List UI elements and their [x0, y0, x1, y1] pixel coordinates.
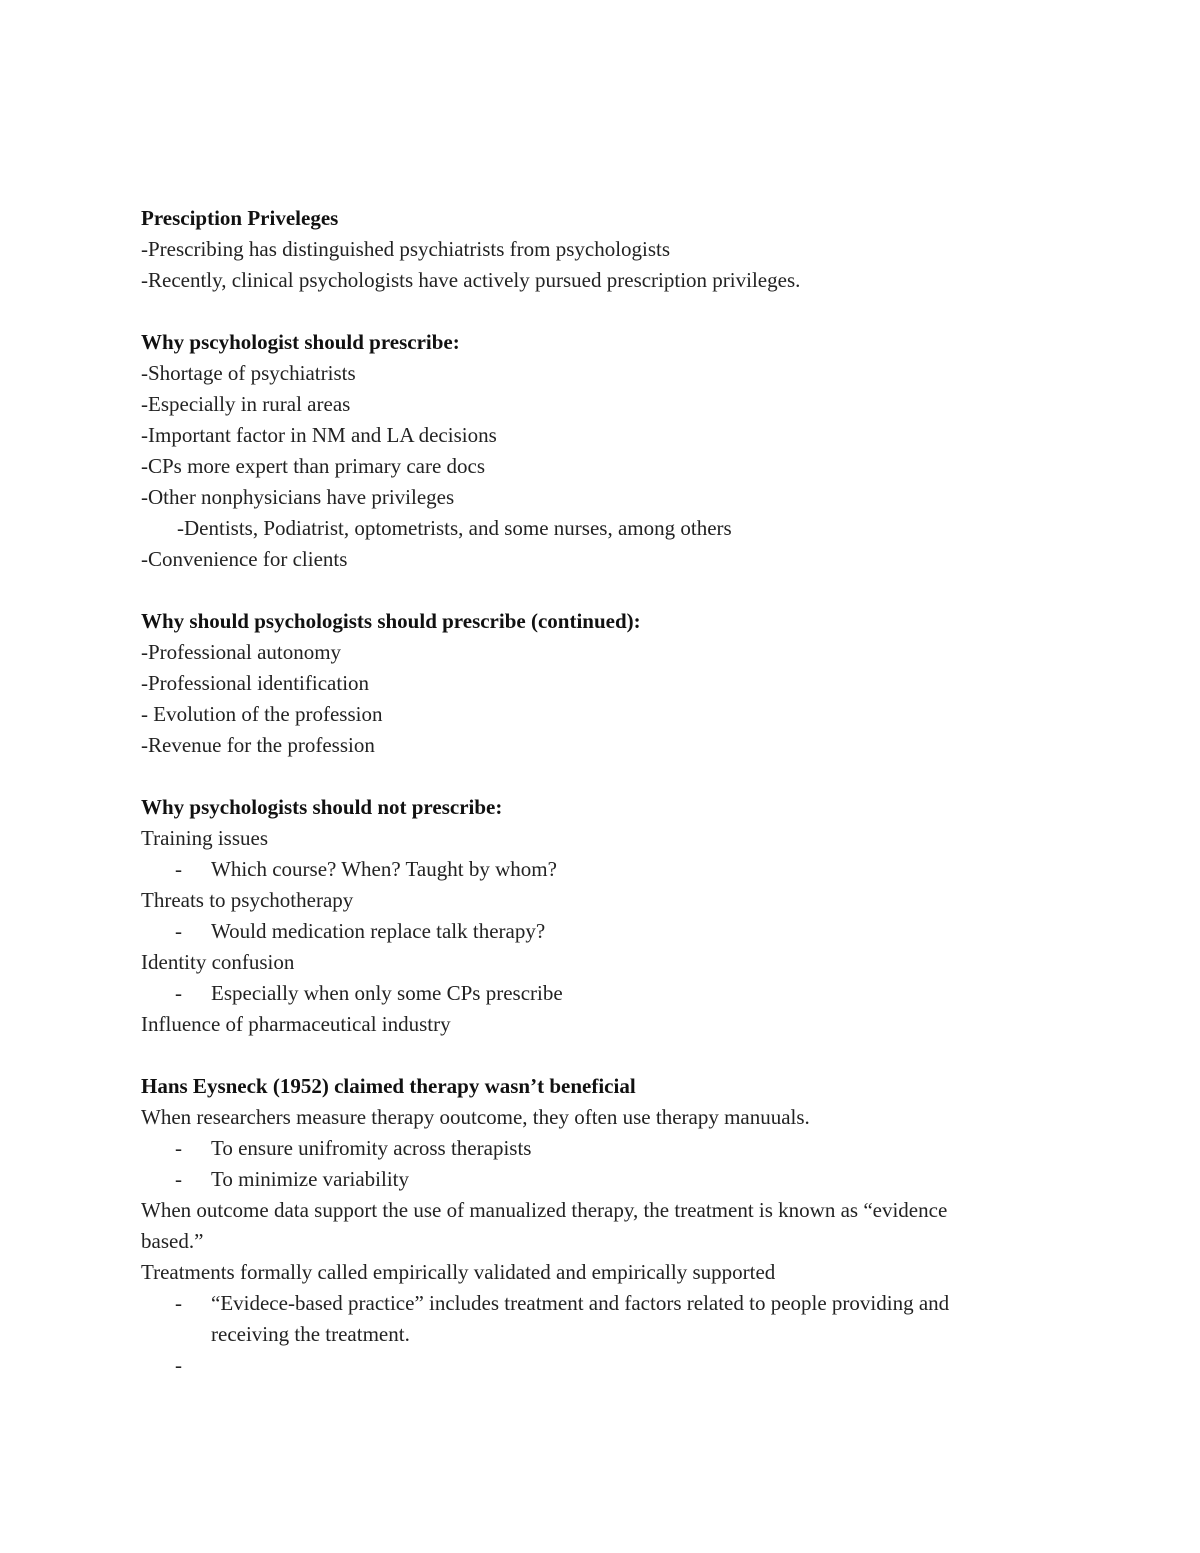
indented-text-line: -Dentists, Podiatrist, optometrists, and some nurses, among others: [177, 516, 732, 540]
text-line: Treatments formally called empirically validated and empirically supported: [141, 1260, 776, 1284]
text-line: -Important factor in NM and LA decisions: [141, 423, 497, 447]
list-label: Threats to psychotherapy: [141, 888, 354, 912]
section-heading-why-not-prescribe: Why psychologists should not prescribe:: [141, 795, 503, 819]
text-line: Influence of pharmaceutical industry: [141, 1012, 451, 1036]
bullet-dash: -: [175, 1167, 182, 1191]
text-line: -Convenience for clients: [141, 547, 348, 571]
document-body: [141, 203, 1061, 1381]
text-line: When researchers measure therapy ooutcome, they often use therapy manuuals.: [141, 1105, 810, 1129]
text-line: -Revenue for the profession: [141, 733, 375, 757]
bullet-text: Which course? When? Taught by whom?: [211, 857, 557, 881]
text-line: based.”: [141, 1229, 204, 1253]
text-line: -Especially in rural areas: [141, 392, 351, 416]
section-heading-hans-eysneck: Hans Eysneck (1952) claimed therapy wasn’t beneficial: [141, 1074, 636, 1098]
section-heading-prescription-privileges: Presciption Priveleges: [141, 206, 339, 230]
text-line: -Shortage of psychiatrists: [141, 361, 356, 385]
bullet-text: To ensure unifromity across therapists: [211, 1136, 532, 1160]
bullet-item: [141, 1133, 1061, 1164]
bullet-text: To minimize variability: [211, 1167, 409, 1191]
bullet-dash: -: [175, 1353, 182, 1377]
text-line: -Other nonphysicians have privileges: [141, 485, 455, 509]
bullet-item: [141, 854, 1061, 885]
empty-bullet-item: [141, 1350, 1061, 1381]
bullet-item: [141, 1288, 1061, 1350]
section-heading-why-prescribe: Why pscyhologist should prescribe:: [141, 330, 460, 354]
bullet-text: Would medication replace talk therapy?: [211, 919, 546, 943]
text-line: -CPs more expert than primary care docs: [141, 454, 486, 478]
paragraph-gap: [141, 1040, 1061, 1071]
list-label: Identity confusion: [141, 950, 295, 974]
bullet-dash: -: [175, 981, 182, 1005]
text-line: -Professional autonomy: [141, 640, 342, 664]
paragraph-gap: [141, 575, 1061, 606]
text-line: - Evolution of the profession: [141, 702, 383, 726]
text-line: -Recently, clinical psychologists have actively pursued prescription privileges.: [141, 268, 801, 292]
paragraph-gap: [141, 296, 1061, 327]
bullet-text: Especially when only some CPs prescribe: [211, 981, 563, 1005]
bullet-dash: -: [175, 1136, 182, 1160]
list-label: Training issues: [141, 826, 268, 850]
bullet-dash: -: [175, 1291, 182, 1315]
bullet-dash: -: [175, 919, 182, 943]
bullet-item: [141, 916, 1061, 947]
text-line: -Prescribing has distinguished psychiatrists from psychologists: [141, 237, 671, 261]
paragraph-gap: [141, 761, 1061, 792]
bullet-dash: -: [175, 857, 182, 881]
bullet-item: [141, 1164, 1061, 1195]
text-line: -Professional identification: [141, 671, 370, 695]
bullet-text: [211, 1288, 1061, 1350]
text-line: When outcome data support the use of manualized therapy, the treatment is known as “evidence: [141, 1198, 948, 1222]
bullet-text-line: receiving the treatment.: [211, 1322, 410, 1346]
bullet-item: [141, 978, 1061, 1009]
bullet-text-line: “Evidece-based practice” includes treatment and factors related to people providing and: [211, 1291, 950, 1315]
section-heading-why-prescribe-continued: Why should psychologists should prescribe (continued):: [141, 609, 641, 633]
